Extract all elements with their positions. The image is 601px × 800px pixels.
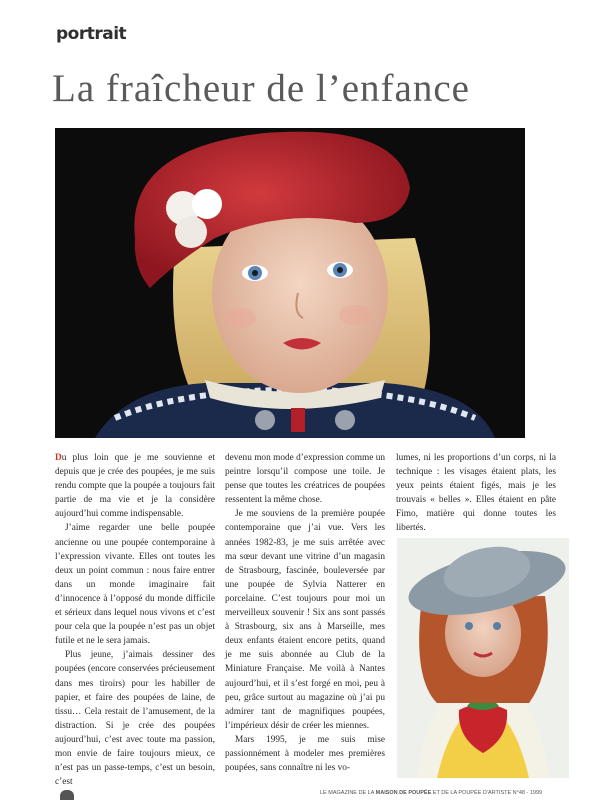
hero-photo xyxy=(55,128,525,438)
paragraph: devenu mon mode d’expression comme un peintre lorsqu’il compose une toile. Je pense que toutes les créatrices de poupées ressentent la même chose. xyxy=(225,453,385,506)
footer xyxy=(320,790,600,796)
footer-prefix: LE MAGAZINE DE LA xyxy=(320,790,376,796)
paragraph: Je me souviens de la première poupée contemporaine que j’ai vue. Vers les années 1982-83, je me suis arrêtée avec ma sœur devant une vitrine d’un magasin de Strasbourg, fascinée, bouleversée par une poupée de Sylvia Natterer en porcelaine. C’est toujours pour moi un merveilleux souvenir ! Six ans sont passés à Strasbourg, six ans à Marseille, mes deux enfants étaient encore petits, quand je me suis abonnée au Club de la Miniature Française. Me voilà à Nantes aujourd’hui, et il s’est forgé en moi, peu à peu, grâce surtout au magazine où j’ai pu admirer tant de magnifiques poupées, l’impérieux désir de créer les miennes. xyxy=(225,509,385,731)
article-column-2 xyxy=(225,451,385,786)
article-column-1 xyxy=(55,451,215,786)
paragraph: Mars 1995, je me suis mise passionnément à modeler mes premières poupées, sans connaître ni les vo- xyxy=(225,734,385,774)
secondary-photo xyxy=(397,538,569,778)
footer-suffix: ET DE LA POUPÉE D’ARTISTE N°48 - 1999 xyxy=(431,790,543,796)
page-number-tab xyxy=(60,790,74,800)
drop-cap: D xyxy=(55,453,62,463)
page-title: La fraîcheur de l’enfance xyxy=(52,67,470,110)
paragraph: Plus jeune, j’aimais dessiner des poupées (encore conservées précieusement dans mes tiroirs) pour les habiller de papier, et faire des poupées de laine, de tissu… Cela restait de l’amusement, de la distraction. Si je crée des poupées aujourd’hui, c’est avec toute ma passion, mon envie de faire toujours mieux, ce n’est pas un passe-temps, c’est un besoin, c’est xyxy=(55,650,215,788)
paragraph-text: u plus loin que je me souvienne et depuis que je crée des poupées, je me suis rendu compte que la poupée a toujours fait partie de ma vie et je la considère aujourd’hui comme indispensable. xyxy=(55,453,215,520)
paragraph: lumes, ni les proportions d’un corps, ni la technique : les visages étaient plats, les yeux peints étaient figés, mais je les trouvais « belles ». Elles étaient en pâte Fimo, matière qui donne toutes les libertés. xyxy=(396,453,556,534)
footer-brand: MAISON DE POUPÉE xyxy=(375,790,432,796)
article-column-3 xyxy=(396,451,556,534)
section-tag: portrait xyxy=(56,24,127,44)
paragraph xyxy=(55,451,215,521)
paragraph: J’aime regarder une belle poupée ancienne ou une poupée contemporaine à l’expression vivante. Elles ont toutes les deux un point commun : nous faire entrer dans un monde imaginaire fait d’innocence à l’opposé du monde difficile et sérieux dans lequel nous vivons et c’est pour cela que la poupée n’est pas un objet futile et ne le sera jamais. xyxy=(55,523,215,647)
doll-straw-hat-illustration xyxy=(397,538,569,778)
doll-red-beret-illustration xyxy=(55,128,525,438)
